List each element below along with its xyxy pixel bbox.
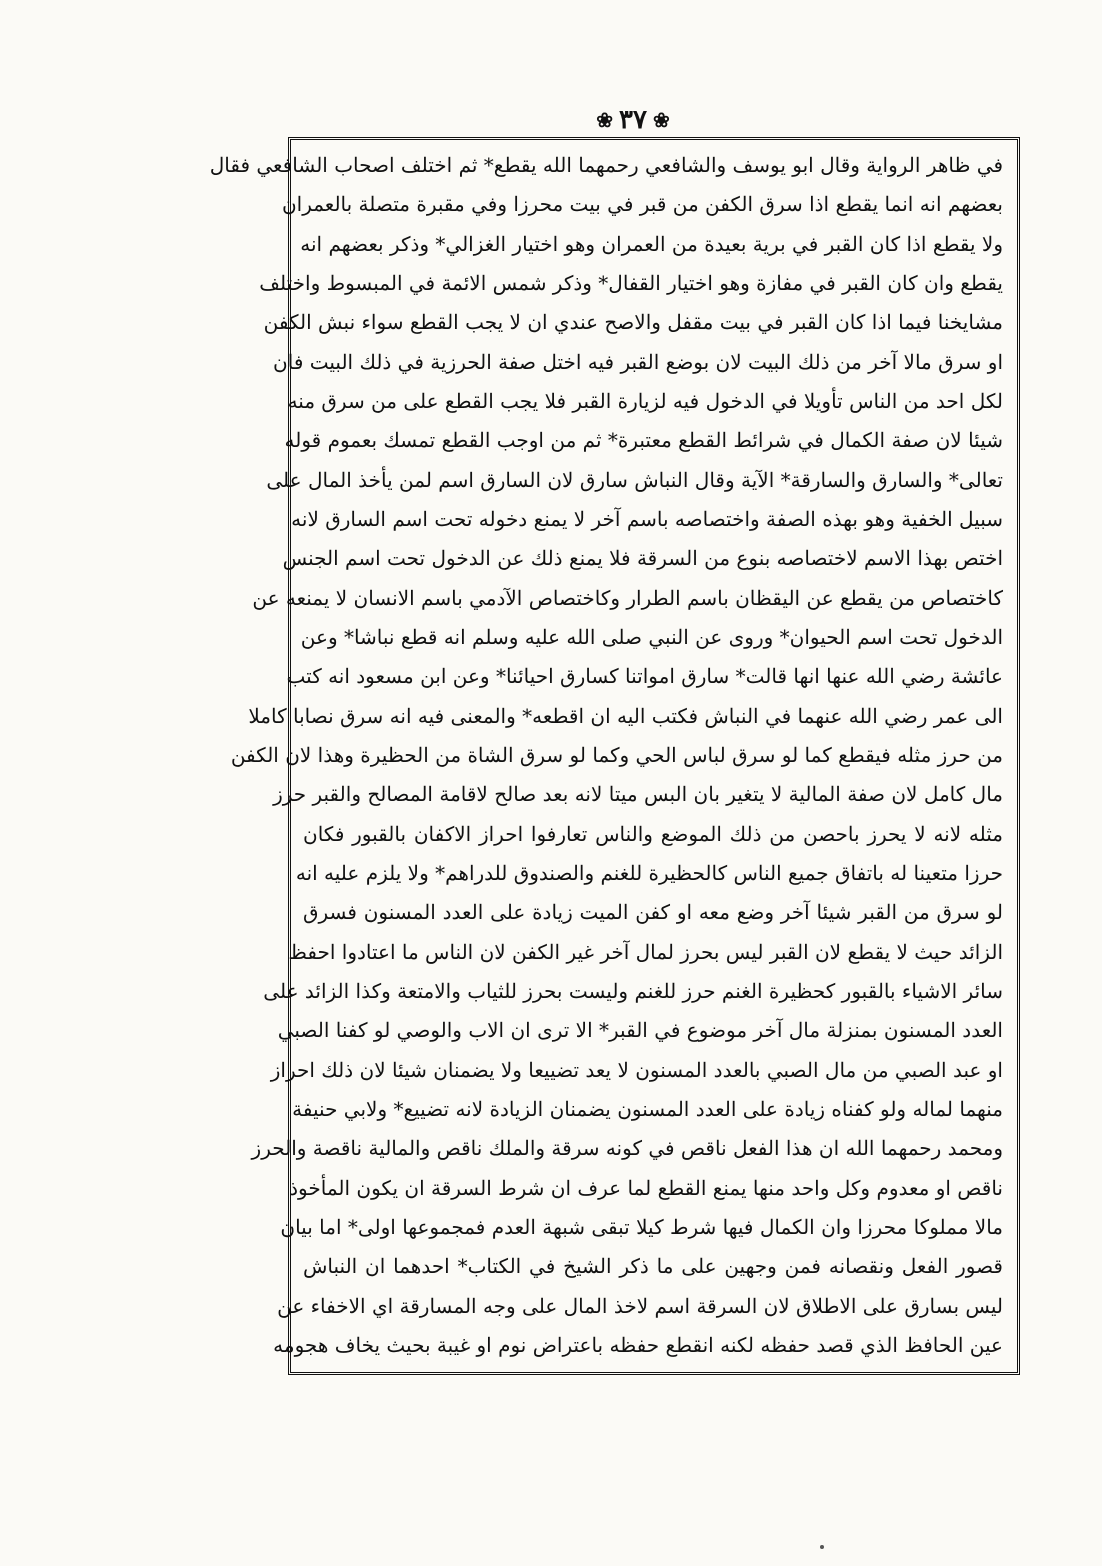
ornament-right-icon: ❀ — [652, 108, 670, 132]
text-line: مال كامل لان صفة المالية لا يتغير بان البس ميتا لانه بعد صالح لاقامة المصالح والقبر حرز — [273, 782, 1003, 807]
text-line: بعضهم انه انما يقطع اذا سرق الكفن من قبر في بيت محرزا وفي مقبرة متصلة بالعمران — [281, 192, 1003, 217]
text-line: مالا مملوكا محرزا وان الكمال فيها شرط كيلا تبقى شبهة العدم فمجموعها اولى* اما بيان — [280, 1214, 1003, 1239]
text-line: ولا يقطع اذا كان القبر في برية بعيدة من العمران وهو اختيار الغزالي* وذكر بعضهم انه — [300, 231, 1003, 256]
text-line: عين الحافظ الذي قصد حفظه لكنه انقطع حفظه باعتراض نوم او غيبة بحيث يخاف هجومه — [273, 1332, 1003, 1357]
text-line: من حرز مثله فيقطع كما لو سرق لباس الحي وكما لو سرق الشاة من الحظيرة وهذا لان الكفن — [230, 742, 1003, 767]
page-speck — [820, 1545, 824, 1549]
text-line: ليس بسارق على الاطلاق لان السرقة اسم لاخذ المال على وجه المسارقة اي الاخفاء عن — [277, 1293, 1003, 1318]
text-line: في ظاهر الرواية وقال ابو يوسف والشافعي رحمهما الله يقطع* ثم اختلف اصحاب الشافعي فقال — [209, 153, 1003, 177]
text-line: حرزا متعينا له باتفاق جميع الناس كالحظيرة للغنم والصندوق للدراهم* ولا يلزم عليه انه — [295, 860, 1003, 885]
text-line: شيئا لان صفة الكمال في شرائط القطع معتبرة* ثم من اوجب القطع تمسك بعموم قوله — [284, 428, 1003, 453]
text-line: كاختصاص من يقطع عن اليقظان باسم الطرار وكاختصاص الآدمي باسم الانسان لا يمنعه عن — [252, 585, 1003, 610]
text-line: لكل احد من الناس تأويلا في الدخول فيه لزيارة القبر فلا يجب القطع على من سرق منه — [287, 388, 1003, 413]
text-line: يقطع وان كان القبر في مفازة وهو اختيار القفال* وذكر شمس الائمة في المبسوط واختلف — [259, 270, 1003, 295]
text-line: قصور الفعل ونقصانه فمن وجهين على ما ذكر الشيخ في الكتاب* احدهما ان النباش — [303, 1254, 1003, 1279]
text-line: او عبد الصبي من مال الصبي بالعدد المسنون لا يعد تضييعا ولا يضمنان شيئا لان ذلك احراز — [270, 1057, 1003, 1082]
text-line: سبيل الخفية وهو بهذه الصفة واختصاصه باسم آخر لا يمنع دخوله تحت اسم السارق لانه — [291, 506, 1003, 531]
text-line: العدد المسنون بمنزلة مال آخر موضوع في القبر* الا ترى ان الاب والوصي لو كفنا الصبي — [277, 1018, 1003, 1043]
text-line: الزائد حيث لا يقطع لان القبر ليس بحرز لمال آخر غير الكفن لان الناس ما اعتادوا احفظ — [288, 939, 1003, 964]
page-number — [578, 100, 688, 140]
text-line: او سرق مالا آخر من ذلك البيت لان بوضع القبر فيه اختل صفة الحرزية في ذلك البيت فان — [273, 349, 1003, 374]
text-line: الدخول تحت اسم الحيوان* وروى عن النبي صلى الله عليه وسلم انه قطع نباشا* وعن — [300, 624, 1003, 649]
text-line: سائر الاشياء بالقبور كحظيرة الغنم حرز للغنم وليست بحرز للثياب والامتعة وكذا الزائد على — [263, 978, 1003, 1003]
text-line: مشايخنا فيما اذا كان القبر في بيت مقفل والاصح عندي ان لا يجب القطع سواء نبش الكفن — [263, 310, 1003, 335]
text-line: منهما لماله ولو كفناه زيادة على العدد المسنون يضمنان الزيادة لانه تضييع* ولابي حنيفة — [292, 1096, 1003, 1121]
text-line: عائشة رضي الله عنها انها قالت* سارق امواتنا كسارق احيائنا* وعن ابن مسعود انه كتب — [286, 664, 1003, 689]
text-line: اختص بهذا الاسم لاختصاصه بنوع من السرقة فلا يمنع ذلك عن الدخول تحت اسم الجنس — [282, 546, 1003, 571]
text-line: مثله لانه لا يحرز باحصن من ذلك الموضع والناس تعارفوا احراز الاكفان بالقبور فكان — [303, 821, 1003, 846]
text-line: تعالى* والسارق والسارقة* الآية وقال النباش سارق لان السارق اسم لمن يأخذ المال على — [266, 467, 1003, 492]
text-line: ومحمد رحمهما الله ان هذا الفعل ناقص في كونه سرقة والملك ناقص والمالية ناقصة والحرز — [251, 1136, 1003, 1161]
ornament-left-icon: ❀ — [596, 108, 614, 132]
text-body — [209, 146, 1003, 1364]
text-frame — [209, 137, 1020, 1375]
text-line: الى عمر رضي الله عنهما في النباش فكتب اليه ان اقطعه* والمعنى فيه انه سرق نصابا كاملا — [248, 703, 1003, 728]
page-number-text: ٣٧ — [619, 105, 647, 135]
text-line: ناقص او معدوم وكل واحد منها يمنع القطع لما عرف ان شرط السرقة ان يكون المأخوذ — [289, 1175, 1003, 1200]
text-line: لو سرق من القبر شيئا آخر وضع معه او كفن الميت زيادة على العدد المسنون فسرق — [303, 900, 1003, 925]
